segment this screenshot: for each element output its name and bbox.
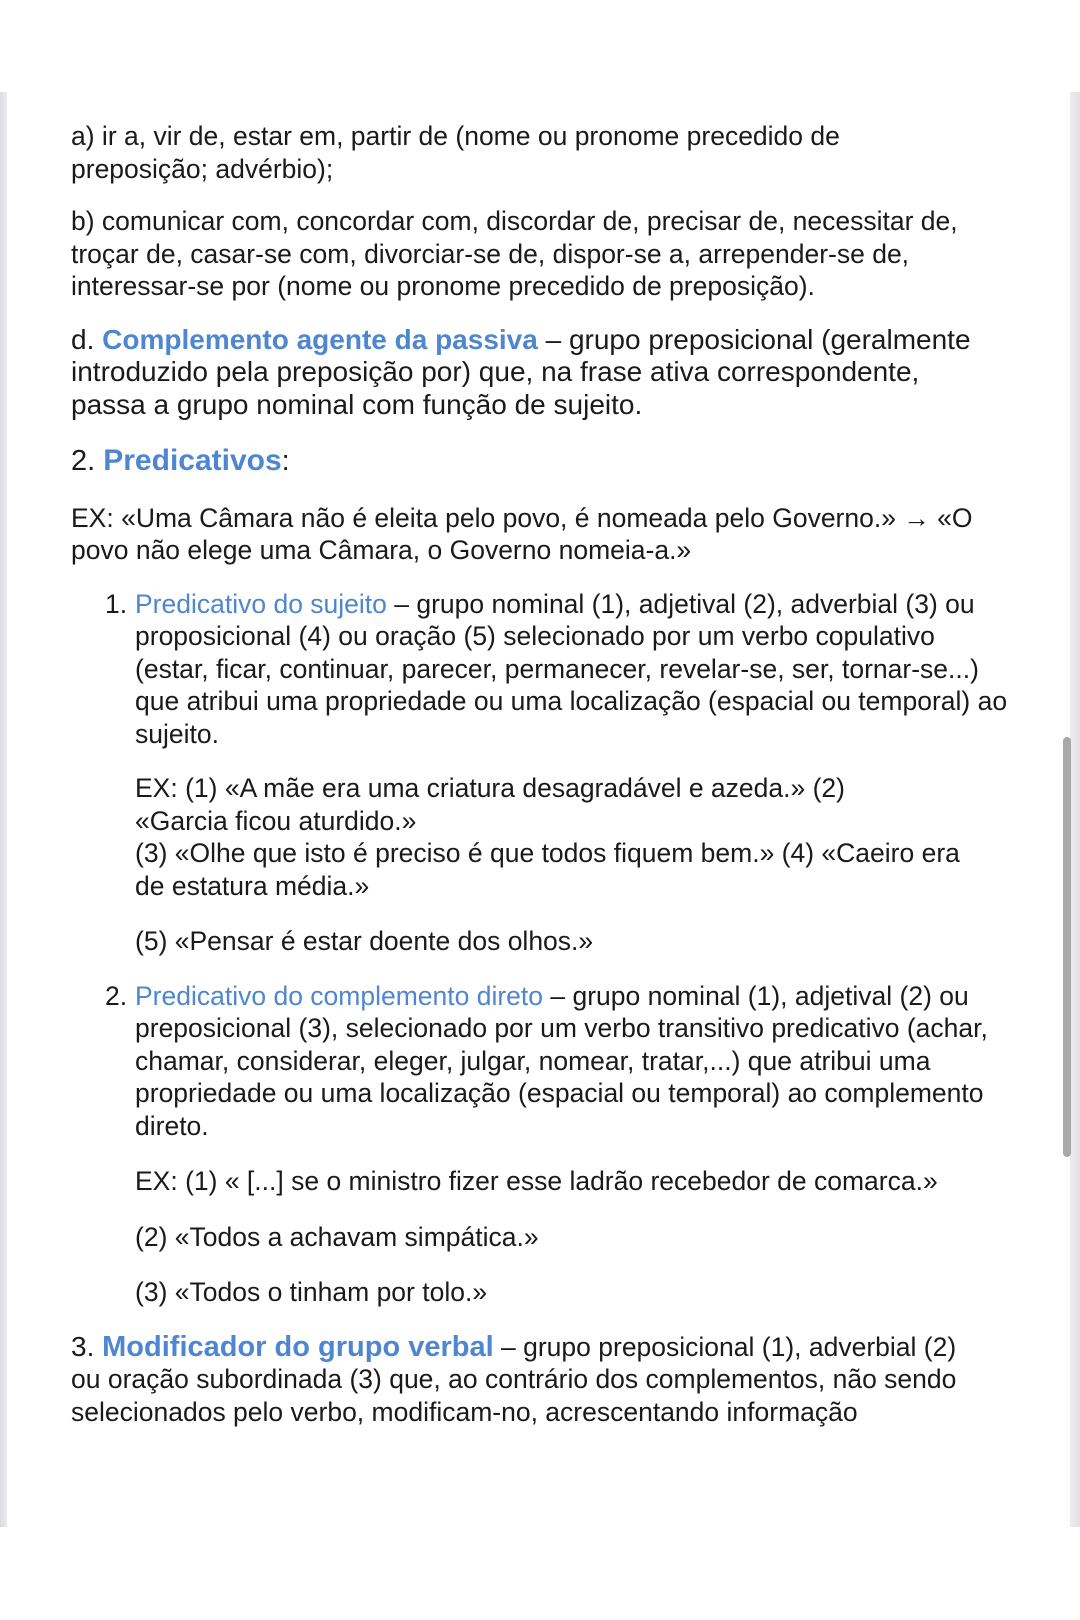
section-2-heading	[71, 445, 1011, 478]
item-1-term: Predicativo do sujeito	[135, 588, 387, 619]
left-border	[0, 92, 7, 1527]
item-2-definition	[135, 980, 1011, 1143]
scrollbar-thumb[interactable]	[1063, 737, 1071, 1157]
section-2-example: EX: «Uma Câmara não é eleita pelo povo, é nomeada pelo Governo.» → «O povo não elege uma Câmara, o Governo nomeia-a.»	[71, 502, 973, 565]
item-1-definition	[135, 588, 1011, 751]
list-item-predicativo-sujeito	[105, 588, 1011, 958]
item-2-example-2: (2) «Todos a achavam simpática.»	[135, 1221, 539, 1252]
list-number: 2.	[105, 980, 128, 1011]
item-1-text: – grupo nominal (1), adjetival (2), adverbial (3) ou proposicional (4) ou oração (5) selecionado por um verbo copulativo (estar, ficar, continuar, parecer, permanecer, revelar-se, ser, tornar-se...) que atribui uma propriedade ou uma localização (espacial ou temporal) ao sujeito.	[135, 588, 1008, 749]
item-2-example-3: (3) «Todos o tinham por tolo.»	[135, 1277, 488, 1307]
paragraph-b: b) comunicar com, concordar com, discordar de, precisar de, necessitar de, troçar de, casar-se com, divorciar-se de, dispor-se a, arrepender-se de, interessar-se por (nome ou pronome precedido de preposição).	[71, 206, 958, 301]
list-body	[135, 980, 1011, 1309]
section-d	[71, 324, 971, 422]
section-3-marker: 3.	[71, 1330, 103, 1362]
section-3-term: Modificador do grupo verbal	[102, 1330, 494, 1363]
section-2-title: Predicativos	[103, 444, 282, 477]
item-1-example-2: (3) «Olhe que isto é preciso é que todos fiquem bem.» (4) «Caeiro era de estatura média.»	[135, 838, 960, 901]
document-viewer	[0, 92, 1080, 1527]
section-2-suffix: :	[281, 445, 290, 477]
section-3	[71, 1331, 986, 1429]
item-2-example-1: EX: (1) « [...] se o ministro fizer esse ladrão recebedor de comarca.»	[135, 1166, 938, 1196]
section-3-text: – grupo preposicional (1), adverbial (2) ou oração subordinada (3) que, ao contrário dos complementos, não sendo selecionados pelo verbo, modificam-no, acrescentando informação	[71, 1331, 957, 1427]
scrollbar-track[interactable]	[1070, 92, 1080, 1527]
section-d-marker: d.	[71, 323, 103, 355]
document-content	[71, 120, 1011, 1428]
paragraph-a: a) ir a, vir de, estar em, partir de (nome ou pronome precedido de preposição; advérbio);	[71, 121, 840, 184]
predicativos-list	[105, 588, 1011, 1309]
list-body	[135, 588, 1011, 958]
list-number: 1.	[105, 588, 128, 619]
section-2-marker: 2.	[71, 445, 104, 477]
item-2-term: Predicativo do complemento direto	[135, 980, 544, 1011]
section-d-text: – grupo preposicional (geralmente introduzido pela preposição por) que, na frase ativa correspondente, passa a grupo nominal com função de sujeito.	[71, 323, 971, 420]
item-2-text: – grupo nominal (1), adjetival (2) ou preposicional (3), selecionado por um verbo transitivo predicativo (achar, chamar, considerar, eleger, julgar, nomear, tratar,...) que atribui uma propriedade ou uma localização (espacial ou temporal) ao complemento direto.	[135, 980, 988, 1141]
item-1-example-3: (5) «Pensar é estar doente dos olhos.»	[135, 926, 594, 956]
item-1-example-1: EX: (1) «A mãe era uma criatura desagradável e azeda.» (2) «Garcia ficou aturdido.»	[135, 773, 845, 836]
list-item-predicativo-complemento-direto	[105, 980, 1011, 1309]
section-d-term: Complemento agente da passiva	[102, 323, 538, 355]
